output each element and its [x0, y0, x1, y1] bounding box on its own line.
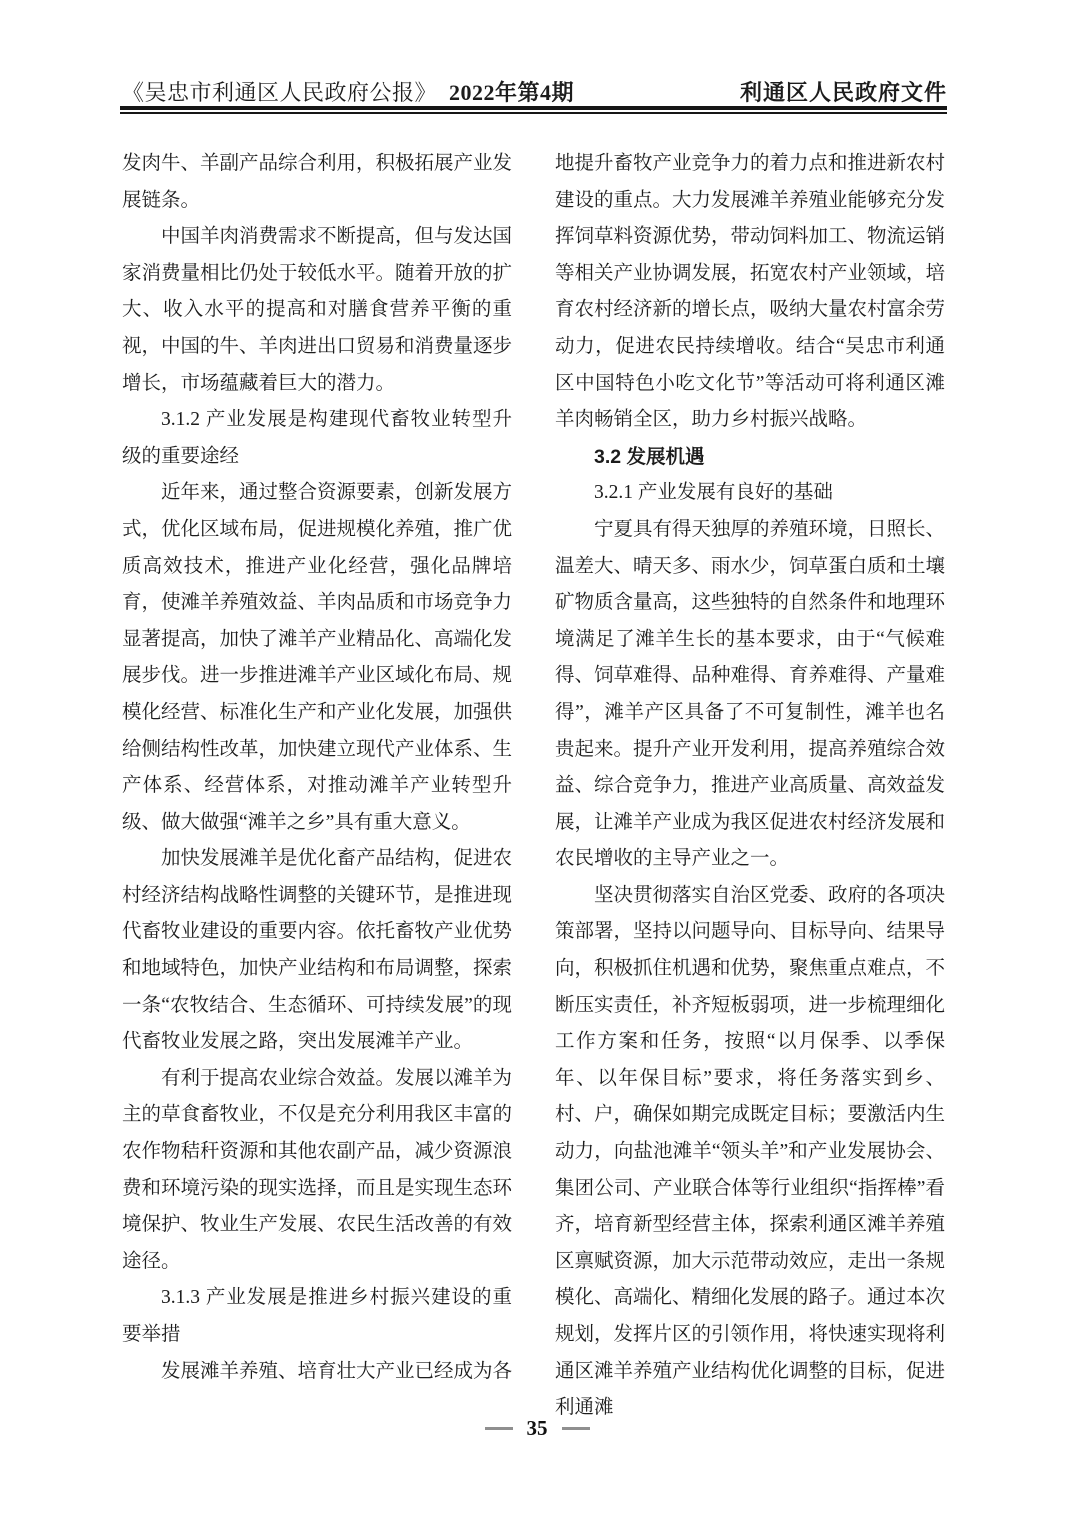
right-column: [555, 146, 945, 1427]
paragraph: 有利于提高农业综合效益。发展以滩羊为主的草食畜牧业，不仅是充分利用我区丰富的农作物秸秆资源和其他农副产品，减少资源浪费和环境污染的现实选择，而且是实现生态环境保护、牧业生产发展、农民生活改善的有效途径。: [122, 1067, 513, 1272]
footer-dash-left: [485, 1427, 513, 1430]
paragraph: 3.1.3 产业发展是推进乡村振兴建设的重要举措: [122, 1287, 512, 1345]
paragraph: 加快发展滩羊是优化畜产品结构，促进农村经济结构战略性调整的关键环节，是推进现代畜牧业建设的重要内容。依托畜牧产业优势和地域特色，加快产业结构和布局调整，探索一条“农牧结合、生态循环、可持续发展”的现代畜牧业发展之路，突出发展滩羊产业。: [122, 848, 513, 1053]
gazette-title-block: [122, 76, 574, 107]
paragraph: 3.1.2 产业发展是构建现代畜牧业转型升级的重要途经: [122, 409, 512, 467]
left-column: [122, 146, 512, 1427]
two-column-body: [122, 146, 945, 1427]
footer-dash-right: [562, 1427, 590, 1430]
paragraph: 发肉牛、羊副产品综合利用，积极拓展产业发展链条。: [122, 153, 513, 211]
paragraph: 3.2.1 产业发展有良好的基础: [594, 482, 833, 504]
paragraph: 中国羊肉消费需求不断提高，但与发达国家消费量相比仍处于较低水平。随着开放的扩大、收入水平的提高和对膳食营养平衡的重视，中国的牛、羊肉进出口贸易和消费量逐步增长，市场蕴藏着巨大的潜力。: [122, 226, 513, 394]
paragraph: 坚决贯彻落实自治区党委、政府的各项决策部署，坚持以问题导向、目标导向、结果导向，积极抓住机遇和优势，聚焦重点难点，不断压实责任，补齐短板弱项，进一步梳理细化工作方案和任务，按照“以月保季、以季保年、以年保目标”要求，将任务落实到乡、村、户，确保如期完成既定目标；要激活内生动力，向盐池滩羊“领头羊”和产业发展协会、集团公司、产业联合体等行业组织“指挥棒”看齐，培育新型经营主体，探索利通区滩羊养殖区禀赋资源，加大示范带动效应，走出一条规模化、高端化、精细化发展的路子。通过本次规划，发挥片区的引领作用，将快速实现将利通区滩羊养殖产业结构优化调整的目标，促进利通滩: [555, 884, 946, 1419]
header-double-rule: [120, 106, 947, 114]
page-header: [122, 76, 947, 107]
page-number: 35: [526, 1416, 548, 1440]
paragraph: 发展滩羊养殖、培育壮大产业已经成为各: [161, 1360, 513, 1382]
gazette-title: 《吴忠市利通区人民政府公报》: [122, 80, 438, 105]
gazette-issue: 2022年第4期: [449, 80, 575, 105]
paragraph: 3.2 发展机遇: [594, 445, 705, 468]
document-type-label: 利通区人民政府文件: [739, 80, 947, 105]
page-footer: [0, 1418, 1074, 1439]
paragraph: 宁夏具有得天独厚的养殖环境，日照长、温差大、晴天多、雨水少，饲草蛋白质和土壤矿物质含量高，这些独特的自然条件和地理环境满足了滩羊生长的基本要求，由于“气候难得、饲草难得、品种难得、育养难得、产量难得”，滩羊产区具备了不可复制性，滩羊也名贵起来。提升产业开发利用，提高养殖综合效益、综合竞争力，推进产业高质量、高效益发展，让滩羊产业成为我区促进农村经济发展和农民增收的主导产业之一。: [555, 518, 946, 870]
paragraph: 地提升畜牧产业竞争力的着力点和推进新农村建设的重点。大力发展滩羊养殖业能够充分发挥饲草料资源优势，带动饲料加工、物流运销等相关产业协调发展，拓宽农村产业领域，培育农村经济新的增长点，吸纳大量农村富余劳动力，促进农民持续增收。结合“吴忠市利通区中国特色小吃文化节”等活动可将利通区滩羊肉畅销全区，助力乡村振兴战略。: [555, 153, 946, 431]
paragraph: 近年来，通过整合资源要素，创新发展方式，优化区域布局，促进规模化养殖，推广优质高效技术，推进产业化经营，强化品牌培育，使滩羊养殖效益、羊肉品质和市场竞争力显著提高，加快了滩羊产业精品化、高端化发展步伐。进一步推进滩羊产业区域化布局、规模化经营、标准化生产和产业化发展，加强供给侧结构性改革，加快建立现代产业体系、生产体系、经营体系，对推动滩羊产业转型升级、做大做强“滩羊之乡”具有重大意义。: [122, 482, 513, 833]
